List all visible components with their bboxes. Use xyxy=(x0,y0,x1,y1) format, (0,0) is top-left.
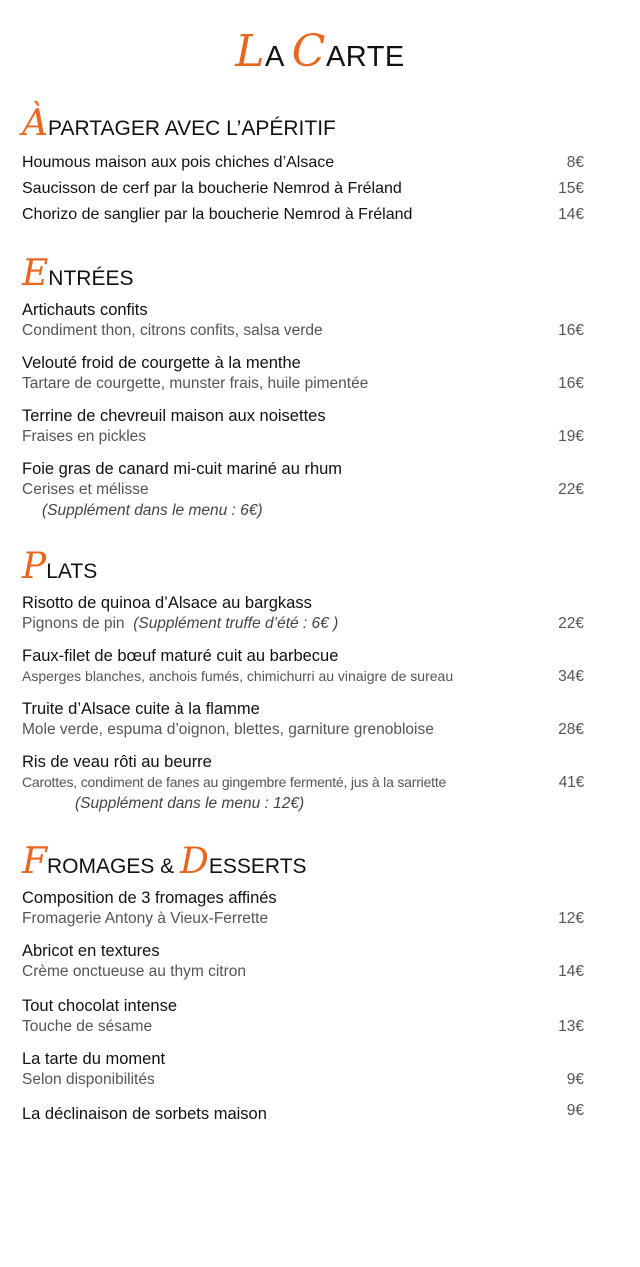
heading-text: PARTAGER AVEC L’APÉRITIF xyxy=(48,117,336,140)
item-price: 28€ xyxy=(558,721,584,738)
item-price: 19€ xyxy=(558,428,584,445)
item-price: 16€ xyxy=(558,375,584,392)
item-desc: Carottes, condiment de fanes au gingembre fermenté, jus à la sarriette xyxy=(22,774,447,790)
item-name: Faux-filet de bœuf maturé cuit au barbecue xyxy=(22,647,339,665)
item-name: Truite d’Alsace cuite à la flamme xyxy=(22,700,260,718)
item-price: 8€ xyxy=(566,154,584,171)
menu-item xyxy=(22,646,584,687)
page-title xyxy=(0,26,640,77)
item-name: Foie gras de canard mi-cuit mariné au rhum xyxy=(22,460,343,478)
item-desc: Cerises et mélisse xyxy=(22,481,149,498)
item-name: La tarte du moment xyxy=(22,1050,166,1068)
item-desc: Condiment thon, citrons confits, salsa verde xyxy=(22,322,323,339)
item-supplement: (Supplément dans le menu : 12€) xyxy=(75,795,305,812)
heading-cap: E xyxy=(22,253,49,294)
item-desc: Asperges blanches, anchois fumés, chimichurri au vinaigre de sureau xyxy=(22,668,454,684)
heading-text: ROMAGES & xyxy=(46,855,181,878)
item-name: Risotto de quinoa d’Alsace au bargkass xyxy=(22,594,312,612)
item-price: 9€ xyxy=(566,1102,584,1119)
menu-item xyxy=(22,1098,584,1124)
item-price: 41€ xyxy=(558,774,584,791)
menu-item xyxy=(22,941,584,982)
item-name: Tout chocolat intense xyxy=(22,997,178,1015)
item-price: 22€ xyxy=(558,615,584,632)
section-fromages-desserts xyxy=(22,840,584,1124)
menu-item xyxy=(22,593,584,634)
item-name: Ris de veau rôti au beurre xyxy=(22,753,212,771)
item-name: La déclinaison de sorbets maison xyxy=(22,1105,267,1123)
item-price: 9€ xyxy=(566,1071,584,1088)
section-heading xyxy=(22,545,584,589)
item-name: Terrine de chevreuil maison aux noisettes xyxy=(22,407,326,425)
section-entrees xyxy=(22,252,584,534)
item-desc: Fromagerie Antony à Vieux-Ferrette xyxy=(22,910,269,927)
item-name: Velouté froid de courgette à la menthe xyxy=(22,354,301,372)
item-price: 14€ xyxy=(558,963,584,980)
item-price: 12€ xyxy=(558,910,584,927)
section-heading xyxy=(22,102,584,146)
item-name: Artichauts confits xyxy=(22,301,148,319)
item-price: 15€ xyxy=(558,180,584,197)
heading-text: LATS xyxy=(46,560,98,583)
title-cap-l: L xyxy=(235,26,265,77)
item-desc: Mole verde, espuma d’oignon, blettes, garniture grenobloise xyxy=(22,721,434,738)
item-price: 13€ xyxy=(558,1018,584,1035)
menu-item xyxy=(22,752,584,815)
item-desc: Selon disponibilités xyxy=(22,1071,155,1088)
section-heading xyxy=(22,840,584,884)
title-text: A xyxy=(264,41,292,73)
menu-item xyxy=(22,699,584,740)
title-cap-c: C xyxy=(291,26,326,77)
item-name: Abricot en textures xyxy=(22,942,160,960)
heading-text: ESSERTS xyxy=(208,855,307,878)
item-desc: Tartare de courgette, munster frais, huile pimentée xyxy=(22,375,369,392)
menu-item xyxy=(22,888,584,929)
section-plats xyxy=(22,545,584,827)
item-name: Composition de 3 fromages affinés xyxy=(22,889,277,907)
item-supplement: (Supplément dans le menu : 6€) xyxy=(42,502,263,519)
item-name: Chorizo de sanglier par la boucherie Nemrod à Fréland xyxy=(22,206,413,223)
item-desc: Touche de sésame xyxy=(22,1018,153,1035)
menu-item xyxy=(22,406,584,447)
menu-item xyxy=(22,1049,584,1090)
menu-item xyxy=(22,150,584,176)
section-aperitif xyxy=(22,102,584,228)
menu-item xyxy=(22,996,584,1037)
item-supplement: (Supplément truffe d’été : 6€ ) xyxy=(133,615,339,632)
menu-item xyxy=(22,300,584,341)
heading-cap: P xyxy=(22,546,47,587)
menu-item xyxy=(22,176,584,202)
menu-item xyxy=(22,353,584,394)
title-text: ARTE xyxy=(325,41,405,73)
heading-text: NTRÉES xyxy=(48,267,134,290)
item-name: Saucisson de cerf par la boucherie Nemrod à Fréland xyxy=(22,180,402,197)
item-desc: Pignons de pin xyxy=(22,615,125,632)
item-desc: Crème onctueuse au thym citron xyxy=(22,963,246,980)
item-price: 16€ xyxy=(558,322,584,339)
menu-item xyxy=(22,459,584,522)
menu-item xyxy=(22,202,584,228)
item-price: 14€ xyxy=(558,206,584,223)
heading-cap: F xyxy=(22,841,47,882)
heading-cap: D xyxy=(180,841,209,882)
item-desc: Fraises en pickles xyxy=(22,428,147,445)
item-price: 22€ xyxy=(558,481,584,498)
heading-cap: À xyxy=(22,103,48,144)
section-heading xyxy=(22,252,584,296)
item-name: Houmous maison aux pois chiches d’Alsace xyxy=(22,154,335,171)
item-price: 34€ xyxy=(558,668,584,685)
